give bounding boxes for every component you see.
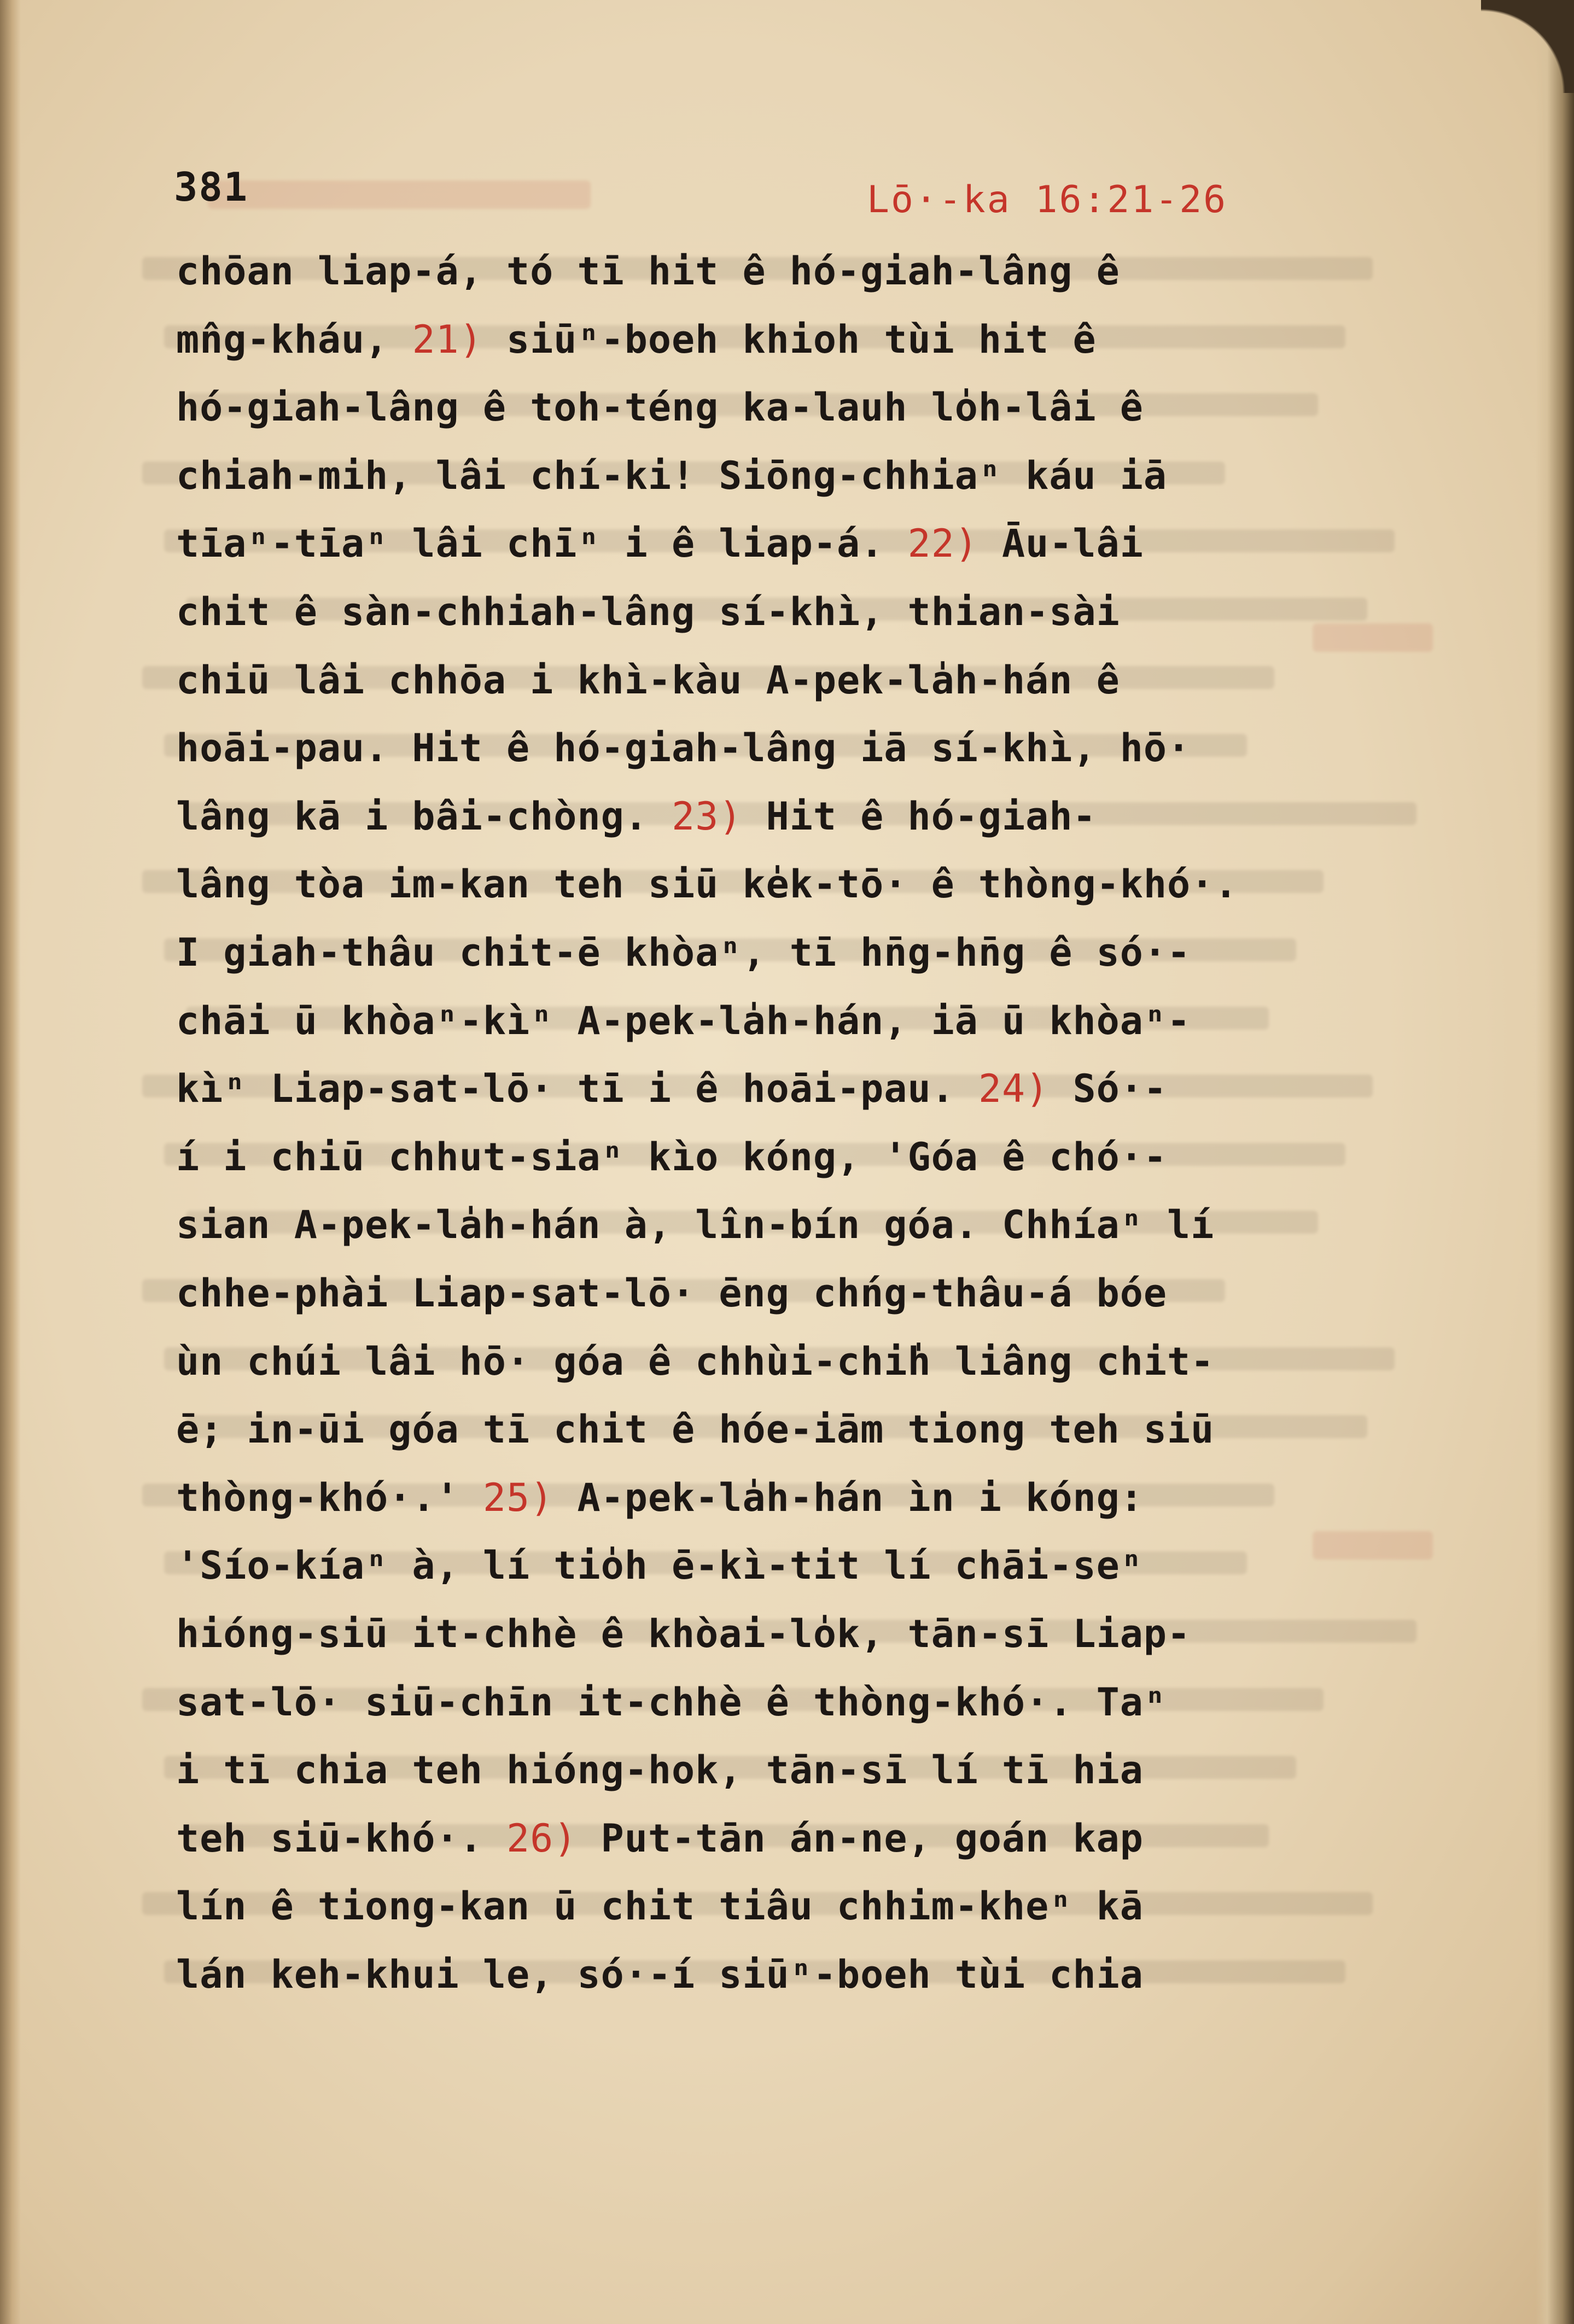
text-line	[176, 794, 1097, 839]
text-line	[176, 930, 1191, 975]
text-line	[176, 1543, 1144, 1588]
line-text: Hit ê hó-giah-	[742, 793, 1097, 839]
text-line	[176, 1202, 1214, 1247]
verse-number: 22)	[907, 521, 978, 567]
text-line	[176, 1816, 1144, 1861]
page-number: 381	[174, 164, 249, 210]
verse-number: 23)	[672, 793, 743, 839]
line-text: sat-lō· siū-chīn it-chhè ê thòng-khó·. Taⁿ	[176, 1679, 1168, 1725]
verse-number: 26)	[506, 1815, 578, 1861]
text-line	[176, 1339, 1214, 1384]
page-edge	[1536, 0, 1574, 2324]
line-text: I giah-thâu chit-ē khòaⁿ, tī hn̄g-hn̄g ê só·-	[176, 930, 1191, 975]
text-line	[176, 1748, 1144, 1792]
line-text: hióng-siū it-chhè ê khòai-lo̍k, tān-sī Liap-	[176, 1611, 1191, 1656]
line-text: siūⁿ-boeh khioh tùi hit ê	[482, 317, 1097, 362]
line-text: sian A-pek-la̍h-hán à, lîn-bín góa. Chhíaⁿ lí	[176, 1202, 1215, 1248]
line-text: ē; in-ūi góa tī chit ê hóe-iām tiong teh siū	[176, 1407, 1215, 1452]
line-text: Put-tān án-ne, goán kap	[577, 1815, 1144, 1861]
line-text: chāi ū khòaⁿ-kìⁿ A-pek-la̍h-hán, iā ū khòaⁿ-	[176, 998, 1191, 1043]
line-text: hó-giah-lâng ê toh-téng ka-lauh lo̍h-lâi ê	[176, 385, 1144, 430]
text-line	[176, 1884, 1144, 1929]
line-text: i tī chia teh hióng-hok, tān-sī lí tī hia	[176, 1748, 1144, 1793]
text-line	[176, 521, 1144, 566]
text-line	[176, 1611, 1191, 1656]
line-text: chōan liap-á, tó tī hit ê hó-giah-lâng ê	[176, 249, 1120, 294]
bleed-red-stroke	[1313, 1531, 1433, 1560]
line-text: chiah-mih, lâi chí-ki! Siōng-chhiaⁿ káu iā	[176, 453, 1168, 498]
text-line	[176, 453, 1167, 498]
text-line	[176, 1271, 1167, 1316]
text-line	[176, 1952, 1144, 1997]
line-text: tīaⁿ-tīaⁿ lâi chīⁿ i ê liap-á.	[176, 521, 908, 567]
line-text: hoāi-pau. Hit ê hó-giah-lâng iā sí-khì, hō·	[176, 726, 1191, 771]
text-line	[176, 862, 1238, 907]
line-text: lín ê tiong-kan ū chit tiâu chhim-kheⁿ kā	[176, 1884, 1144, 1929]
line-text: chiū lâi chhōa i khì-kàu A-pek-la̍h-hán ê	[176, 657, 1120, 703]
bleed-red-stroke	[208, 180, 591, 209]
text-line	[176, 249, 1120, 294]
line-text: lâng tòa im-kan teh siū ke̍k-tō· ê thòng-khó·.	[176, 862, 1238, 907]
line-text: 'Sío-kíaⁿ à, lí tio̍h ē-kì-tit lí chāi-seⁿ	[176, 1543, 1144, 1589]
text-line	[176, 589, 1120, 634]
line-text: chhe-phài Liap-sat-lō· ēng chńg-thâu-á bóe	[176, 1271, 1168, 1316]
line-text: lâng kā i bâi-chòng.	[176, 793, 672, 839]
line-text: chit ê sàn-chhiah-lâng sí-khì, thian-sài	[176, 589, 1120, 634]
line-text: thòng-khó·.'	[176, 1475, 483, 1520]
page-corner	[1481, 0, 1574, 93]
line-text: Só·-	[1049, 1066, 1168, 1112]
verse-number: 21)	[412, 317, 483, 362]
text-line	[176, 1407, 1214, 1452]
line-text: ùn chúi lâi hō· góa ê chhùi-chi̍h liâng chit-	[176, 1339, 1215, 1384]
bleed-red-stroke	[1313, 623, 1433, 652]
text-line	[176, 317, 1097, 362]
text-line	[176, 1680, 1167, 1725]
line-text: Āu-lâi	[978, 521, 1144, 567]
verse-number: 24)	[978, 1066, 1050, 1112]
text-line	[176, 658, 1120, 703]
line-text: í i chiū chhut-siaⁿ kìo kóng, 'Góa ê chó·-	[176, 1134, 1168, 1179]
line-text: mn̂g-kháu,	[176, 317, 412, 362]
text-line	[176, 998, 1191, 1043]
line-text: kìⁿ Liap-sat-lō· tī i ê hoāi-pau.	[176, 1066, 978, 1112]
text-line	[176, 1135, 1167, 1179]
text-line	[176, 385, 1144, 430]
verse-number: 25)	[482, 1475, 554, 1520]
page-spine-shadow	[0, 0, 21, 2324]
chapter-reference: Lō·-ka 16:21-26	[867, 178, 1228, 221]
line-text: teh siū-khó·.	[176, 1815, 507, 1861]
text-line	[176, 726, 1191, 770]
line-text: lán keh-khui le, só·-í siūⁿ-boeh tùi chia	[176, 1952, 1144, 1997]
text-line	[176, 1475, 1144, 1520]
text-line	[176, 1066, 1167, 1111]
line-text: A-pek-la̍h-hán ìn i kóng:	[553, 1475, 1144, 1520]
